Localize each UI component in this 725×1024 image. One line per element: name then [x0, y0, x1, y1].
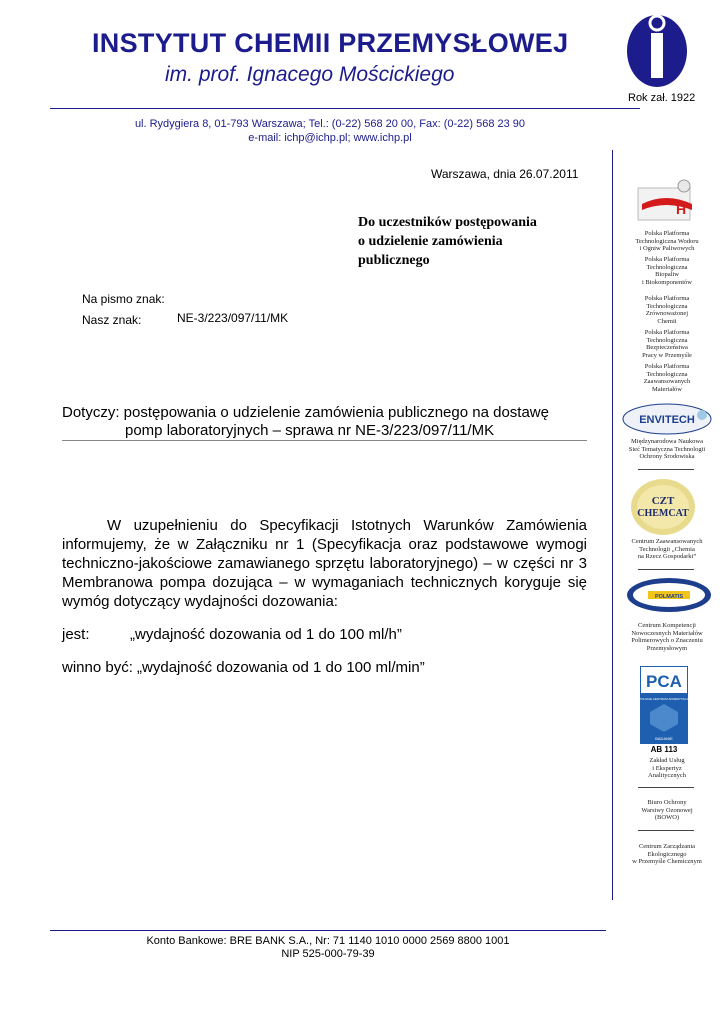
- svg-text:CZT: CZT: [651, 495, 675, 507]
- pca-number: AB 113: [650, 745, 678, 754]
- footer-divider: [50, 930, 606, 931]
- recipient-block: [358, 213, 588, 270]
- platform-biofuels: Polska Platforma Technologiczna Biopaliw i Biokomponentów: [641, 256, 692, 286]
- envitech-logo: [622, 403, 712, 435]
- svg-text:CHEMCAT: CHEMCAT: [637, 508, 689, 519]
- body-paragraph: W uzupełnieniu do Specyfikacji Istotnych Warunków Zamówienia informujemy, że w Załączniku nr 1 (Specyfikacja oraz podstawowe wymogi techniczno-jakościowe zamawianego sprzętu laboratoryjnego) – w części nr 3 Membranowa pompa dozująca – w wymaganiach technicznych koryguje się wymóg dotyczący wydajności dozowania:: [62, 517, 587, 610]
- platform-chemistry: Polska Platforma Technologiczna Zrównoważonej Chemii: [644, 295, 690, 325]
- letter-date: Warszawa, dnia 26.07.2011: [431, 167, 579, 181]
- subject-line: Dotyczy: postępowania o udzielenie zamówienia publicznego na dostawę: [62, 404, 549, 421]
- subject-line: pomp laboratoryjnych – sprawa nr NE-3/223/097/11/MK: [125, 422, 495, 439]
- header-divider: [50, 108, 640, 109]
- platform-safety: Polska Platforma Technologiczna Bezpieczeństwa Pracy w Przemyśle: [642, 329, 692, 359]
- address-line: ul. Rydygiera 8, 01-793 Warszawa; Tel.: (0-22) 568 20 00, Fax: (0-22) 568 23 90: [134, 118, 526, 130]
- current-value: „wydajność dozowania od 1 do 100 ml/h”: [130, 626, 402, 643]
- letter-body: [62, 516, 587, 611]
- tax-number: NIP 525-000-79-39: [281, 948, 375, 960]
- footer: [50, 935, 606, 961]
- recipient-line: o udzielenie zamówienia: [358, 234, 503, 249]
- svg-text:ENVITECH: ENVITECH: [639, 414, 695, 426]
- reference-label-incoming: Na pismo znak:: [82, 292, 165, 306]
- current-label: jest:: [62, 626, 90, 643]
- reference-number: NE-3/223/097/11/MK: [177, 311, 289, 325]
- sidebar-separator: [638, 469, 694, 470]
- svg-text:H: H: [676, 201, 687, 217]
- czt-text: Centrum Zaawansowanych Technologii „Chemia na Rzecz Gospodarki”: [631, 538, 703, 560]
- svg-text:BADANIE: BADANIE: [655, 736, 673, 741]
- institute-subtitle: im. prof. Ignacego Mościckiego: [165, 63, 455, 86]
- polmatis-text: Centrum Kompetencji Nowoczesnych Materiałów Polimerowych o Znaczeniu Przemysłowym: [631, 622, 703, 652]
- reference-label-ours: Nasz znak:: [82, 313, 142, 327]
- sidebar-separator: [638, 569, 694, 570]
- svg-text:POLMATIS: POLMATIS: [654, 594, 684, 600]
- recipient-line: Do uczestników postępowania: [358, 215, 537, 230]
- envitech-text: Międzynarodowa Naukowa Sieć Tematyczna Technologii Ochrony Środowiska: [628, 438, 706, 460]
- pca-accreditation-logo: [640, 666, 688, 744]
- contact-line[interactable]: e-mail: ichp@ichp.pl; www.ichp.pl: [248, 132, 412, 144]
- platform-hydrogen: Polska Platforma Technologiczna Wodoru i Ogniw Paliwowych: [635, 230, 699, 252]
- address-block: [50, 117, 610, 145]
- sidebar-separator: [638, 787, 694, 788]
- polmatis-logo: [626, 577, 712, 613]
- pca-text: Zakład Usług i Ekspertyz Analitycznych: [648, 757, 686, 779]
- svg-text:POLSKIE CENTRUM AKREDYTACJI: POLSKIE CENTRUM AKREDYTACJI: [640, 697, 688, 701]
- h2-logo: [636, 178, 698, 230]
- sidebar-separator: [638, 830, 694, 831]
- institute-logo: [622, 6, 692, 88]
- founded-year: Rok zał. 1922: [628, 92, 696, 104]
- platform-materials: Polska Platforma Technologiczna Zaawansowanych Materiałów: [643, 363, 691, 393]
- ecological-center-text: Centrum Zarządzania Ekologicznego w Przemyśle Chemicznym: [632, 843, 702, 865]
- bowo-text: Biuro Ochrony Warstwy Ozonowej (BOWO): [641, 799, 693, 821]
- subject-underline: [62, 440, 587, 441]
- sidebar-divider: [612, 150, 613, 900]
- institute-title: INSTYTUT CHEMII PRZEMYSŁOWEJ: [92, 28, 569, 58]
- svg-text:PCA: PCA: [646, 672, 682, 691]
- czt-chemcat-logo: [630, 478, 696, 536]
- bank-account: Konto Bankowe: BRE BANK S.A., Nr: 71 1140 1010 0000 2569 8800 1001: [146, 935, 510, 947]
- recipient-line: publicznego: [358, 253, 430, 268]
- corrected-value: winno być: „wydajność dozowania od 1 do 100 ml/min”: [62, 659, 425, 676]
